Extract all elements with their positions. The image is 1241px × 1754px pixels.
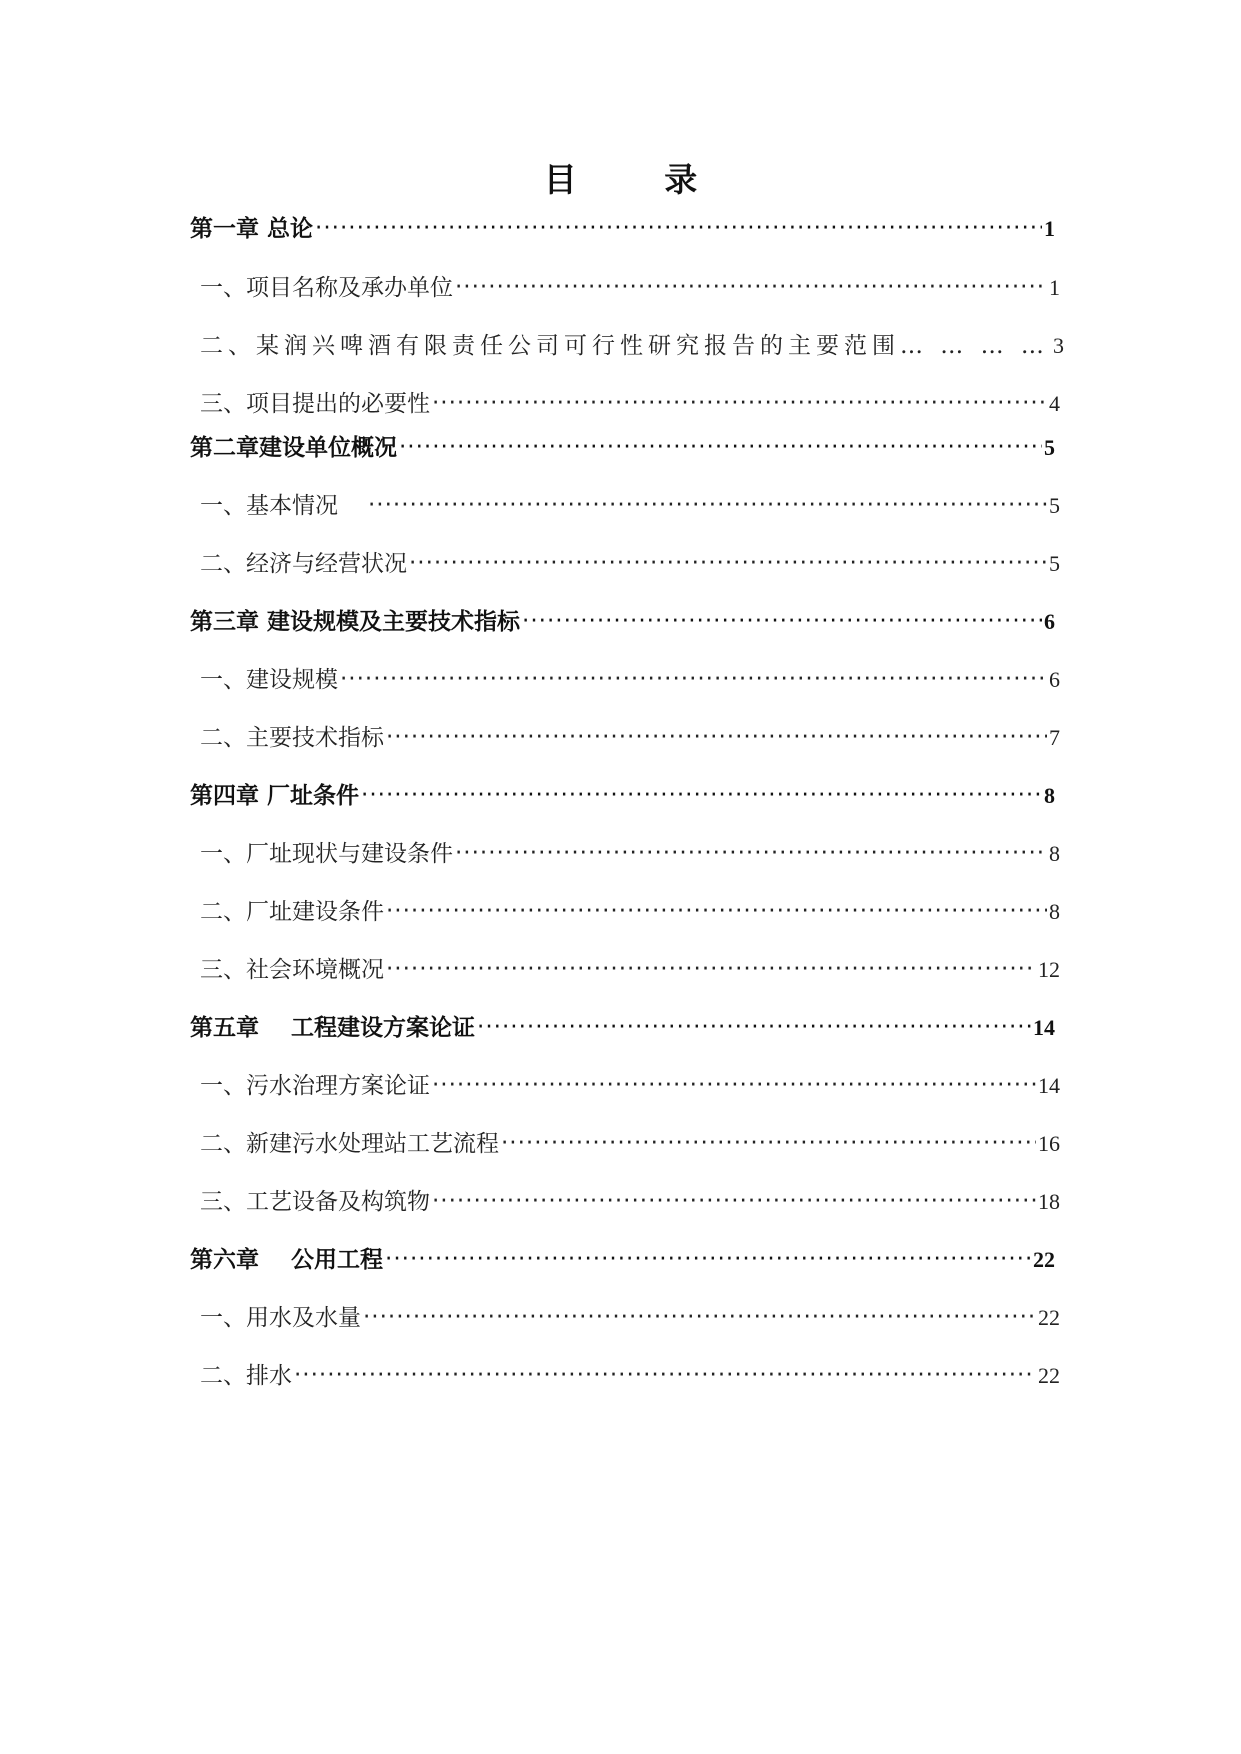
toc-entry-label: 一、污水治理方案论证 <box>200 1073 430 1099</box>
toc-entry-section-5-2[interactable] <box>200 1127 1060 1161</box>
dot-leader <box>386 894 1047 928</box>
toc-entry-page: 14 <box>1033 1015 1055 1040</box>
toc-entry-label: 二、某润兴啤酒有限责任公司可行性研究报告的主要范围… … … … <box>200 333 1049 359</box>
toc-entry-page: 22 <box>1033 1247 1055 1272</box>
dot-leader <box>432 1068 1036 1102</box>
toc-entry-chapter-6[interactable] <box>190 1243 1055 1277</box>
toc-entry-label: 一、用水及水量 <box>200 1305 361 1331</box>
toc-entry-section-1-3[interactable] <box>200 387 1060 421</box>
toc-entry-page: 5 <box>1049 493 1060 518</box>
toc-entry-label: 二、新建污水处理站工艺流程 <box>200 1131 499 1157</box>
toc-entry-section-1-2[interactable] <box>200 329 1064 363</box>
toc-entry-section-3-2[interactable] <box>200 721 1060 755</box>
toc-entry-label: 三、工艺设备及构筑物 <box>200 1189 430 1215</box>
toc-entry-page: 7 <box>1049 725 1060 750</box>
toc-entry-page: 8 <box>1049 841 1060 866</box>
toc-entry-section-5-3[interactable] <box>200 1185 1060 1219</box>
toc-entry-page: 14 <box>1038 1073 1060 1098</box>
dot-leader <box>409 546 1047 580</box>
toc-entry-label: 第六章 公用工程 <box>190 1247 384 1273</box>
dot-leader <box>455 270 1047 304</box>
toc-entry-label: 一、建设规模 <box>200 667 338 693</box>
toc-entry-label: 一、基本情况 <box>200 493 338 519</box>
toc-entry-page: 16 <box>1038 1131 1060 1156</box>
dot-leader <box>385 1242 1031 1276</box>
toc-entry-page: 18 <box>1038 1189 1060 1214</box>
toc-entry-section-4-1[interactable] <box>200 837 1060 871</box>
toc-entry-page: 6 <box>1049 667 1060 692</box>
toc-entry-page: 8 <box>1049 899 1060 924</box>
toc-entry-chapter-2[interactable] <box>190 431 1055 465</box>
dot-leader <box>368 488 1047 522</box>
toc-entry-label: 三、社会环境概况 <box>200 957 384 983</box>
dot-leader <box>363 1300 1036 1334</box>
dot-leader <box>386 720 1047 754</box>
toc-title: 目 录 <box>543 160 736 199</box>
toc-entry-section-3-1[interactable] <box>200 663 1060 697</box>
dot-leader <box>522 604 1042 638</box>
toc-entry-label: 第四章 厂址条件 <box>190 783 360 809</box>
dot-leader <box>477 1010 1031 1044</box>
toc-entry-page: 3 <box>1052 333 1064 358</box>
toc-entry-label: 二、主要技术指标 <box>200 725 384 751</box>
toc-entry-chapter-1[interactable] <box>190 212 1055 246</box>
toc-entry-section-4-2[interactable] <box>200 895 1060 929</box>
toc-entry-page: 22 <box>1038 1363 1060 1388</box>
toc-entry-label: 第二章建设单位概况 <box>190 435 397 461</box>
toc-entry-page: 1 <box>1044 216 1055 241</box>
dot-leader <box>315 211 1042 245</box>
dot-leader <box>455 836 1047 870</box>
toc-entry-page: 8 <box>1044 783 1055 808</box>
toc-entry-section-5-1[interactable] <box>200 1069 1060 1103</box>
dot-leader <box>501 1126 1036 1160</box>
toc-entry-chapter-4[interactable] <box>190 779 1055 813</box>
toc-entry-section-2-2[interactable] <box>200 547 1060 581</box>
dot-leader <box>432 386 1047 420</box>
toc-entry-label: 第三章 建设规模及主要技术指标 <box>190 609 521 635</box>
toc-entry-label: 一、项目名称及承办单位 <box>200 275 453 301</box>
dot-leader <box>386 952 1036 986</box>
dot-leader <box>361 778 1042 812</box>
toc-entry-label: 一、厂址现状与建设条件 <box>200 841 453 867</box>
dot-leader <box>432 1184 1036 1218</box>
toc-entry-section-6-2[interactable] <box>200 1359 1060 1393</box>
toc-entry-label: 二、排水 <box>200 1363 292 1389</box>
toc-entry-page: 1 <box>1049 275 1060 300</box>
toc-entry-page: 4 <box>1049 391 1060 416</box>
toc-entry-chapter-3[interactable] <box>190 605 1055 639</box>
toc-entry-page: 5 <box>1044 435 1055 460</box>
toc-entry-section-6-1[interactable] <box>200 1301 1060 1335</box>
toc-entry-page: 6 <box>1044 609 1055 634</box>
dot-leader <box>294 1358 1036 1392</box>
toc-entry-label: 第一章 总论 <box>190 216 314 242</box>
toc-entry-label: 第五章 工程建设方案论证 <box>190 1015 476 1041</box>
toc-entry-section-1-1[interactable] <box>200 271 1060 305</box>
toc-entry-label: 二、厂址建设条件 <box>200 899 384 925</box>
toc-entry-chapter-5[interactable] <box>190 1011 1055 1045</box>
toc-entry-section-2-1[interactable] <box>200 489 1060 523</box>
toc-entry-section-4-3[interactable] <box>200 953 1060 987</box>
dot-leader <box>340 662 1047 696</box>
toc-entry-label: 二、经济与经营状况 <box>200 551 407 577</box>
toc-entry-label: 三、项目提出的必要性 <box>200 391 430 417</box>
toc-entry-page: 5 <box>1049 551 1060 576</box>
toc-entry-page: 12 <box>1038 957 1060 982</box>
toc-entry-page: 22 <box>1038 1305 1060 1330</box>
dot-leader <box>399 430 1042 464</box>
